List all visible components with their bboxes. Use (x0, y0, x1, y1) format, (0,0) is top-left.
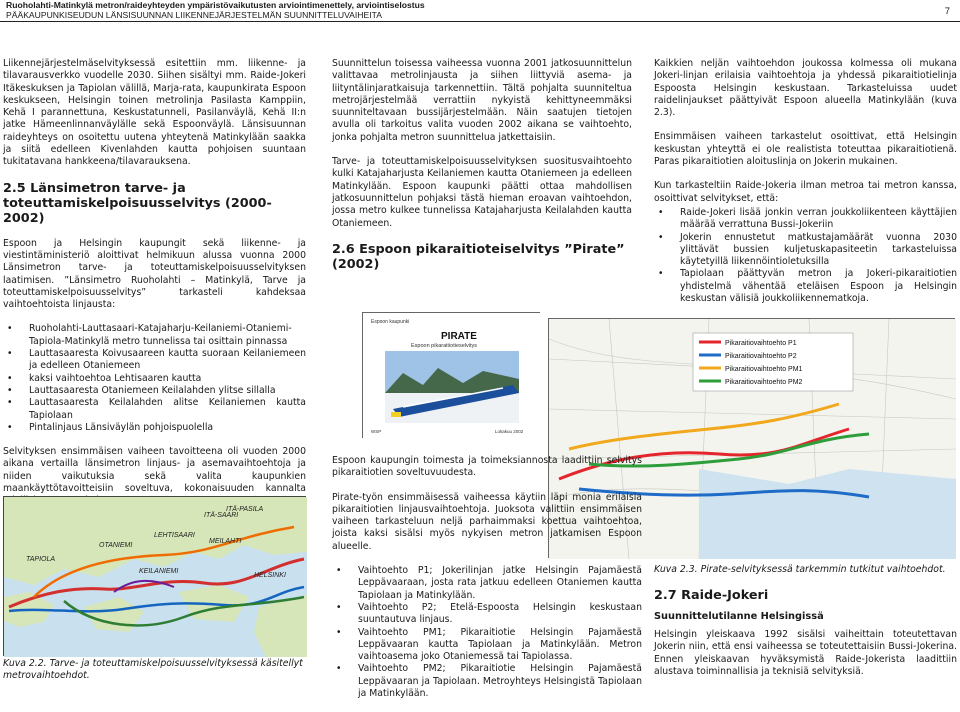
section-heading-2-6: 2.6 Espoon pikaraitioteiselvitys ”Pirate” (2002) (332, 241, 625, 272)
list-item: • Vaihtoehto P1; Jokerilinjan jatke Helsingin Pajamäestä Leppävaaraan, josta rata jatkuu edelleen Otaniemen kautta Tapiolaan ja Matinkylään. (332, 565, 642, 602)
map-label: LEHTISAARI (154, 532, 195, 539)
figure-caption-2-2: Kuva 2.2. Tarve- ja toteuttamiskelpoisuusselvityksessä käsitellyt metrovaihtoehdot. (3, 658, 303, 682)
paragraph: Espoon kaupungin toimesta ja toimeksiannosta laadittiin selvitys pikaraitiotien soveltuvuudesta. (332, 455, 642, 479)
paragraph: Helsingin yleiskaava 1992 sisälsi vaiheittain toteutettavan Jokerin niin, että ensi vaiheessa se toteutettaisiin Bussi-Jokerina. Ennen yleiskaavan hyväksymistä Raide-Jokerista laadittiin alustava toiminnallisia ja teknisiä selvityksiä. (654, 629, 957, 677)
metro-alternatives-map (3, 496, 306, 656)
report-cover-graphic (363, 313, 541, 439)
section-heading-2-5: 2.5 Länsimetron tarve- ja toteuttamiskelpoisuusselvitys (2000-2002) (3, 180, 272, 226)
list-item: • Lauttasaaresta Otaniemeen Keilalahden ylitse sillalla (3, 385, 306, 397)
map-label: HELSINKI (254, 572, 286, 579)
column-right-lower (654, 586, 957, 690)
bullet-list (3, 323, 306, 434)
paragraph: Ensimmäisen vaiheen tarkastelut osoittivat, että Helsingin keskustan yhteyttä ei ole realistista toteuttaa pikaraitiotienä. Paras pikaraitiotien aloituslinja on Jokerin mukainen. (654, 131, 957, 168)
paragraph: Liikennejärjestelmäselvityksessä esitettiin mm. liikenne- ja tilavarausverkko vuodelle 2030. Siihen sisältyi mm. Raide-Jokeri Itäkeskuksen ja Tapiolan välillä, Marja-rata, kaupunkirata Espoon keskukseen, Helsingin toinen metrolinja Pasilasta Kamppiin, Kehä I parannettuna, Keskustatunneli, Pasilanväylä, Kehä II:n jatke Hämeenlinnanväylälle sekä Espoonväylä. Länsisuunnan raideyhteys on osoitettu uutena yhteytenä Matinkylään saakka ja siitä edelleen Kivenlahden kautta pohjoisen suuntaan tukitatavana hankkeena/tilavarauksena. (3, 58, 306, 168)
list-item: • Vaihtoehto PM1; Pikaraitiotie Helsingin Pajamäestä Leppävaaran kautta Tapiolaan ja Matinkylään. Metron vaihtoasema joko Otaniemessä tai Tapiolassa. (332, 627, 642, 664)
column-middle-lower (332, 455, 642, 712)
list-item: • Vaihtoehto P2; Etelä-Espoosta Helsingin keskustaan suuntautuva linjaus. (332, 602, 642, 627)
column-right (654, 58, 957, 317)
map-label: OTANIEMI (99, 542, 133, 549)
list-item: • Pintalinjaus Länsiväylän pohjoispuolella (3, 422, 306, 434)
header-subtitle: PÄÄKAUPUNKISEUDUN LÄNSISUUNNAN LIIKENNEJÄRJESTELMÄN SUUNNITTELUVAIHEITA (6, 10, 382, 20)
figure-caption-2-3: Kuva 2.3. Pirate-selvityksessä tarkemmin tutkitut vaihtoehdot. (654, 564, 946, 575)
paragraph: Espoon ja Helsingin kaupungit sekä liikenne- ja viestintäministeriö aloittivat helmikuun alussa vuonna 2000 Länsimetron tarve- ja toteuttamiskelpoisuusselvityksen laatimisen. ”Länsimetro Ruoholahti – Matinkylä, Tarve ja toteuttamiskelpoisuusselvitys” tarkasteli kahdeksaa vaihtoehtoista linjausta: (3, 237, 306, 311)
list-item: • Raide-Jokeri lisää jonkin verran joukkoliikenteen käyttäjien määrää verrattuna Bussi-Jokeriin (654, 207, 957, 232)
paragraph: Tarve- ja toteuttamiskelpoisuusselvityksen suositusvaihtoehto kulki Katajaharjusta Keilaniemen kautta Otaniemeen ja edelleen Matinkylään. Espoon kaupunki päätti ottaa mahdollisen jatkosuunnittelun pohjaksi tästä hieman eroavan vaihtoehdon, jossa metro kulkee tunnelissa Katajaharjusta Keilalahden kautta Otaniemeen. (332, 156, 632, 229)
cover-footer-right: Lokakuu 2002 (495, 429, 524, 434)
map-label: ITÄ-SAARI (204, 512, 239, 519)
bullet-list (332, 565, 642, 700)
section-heading-2-7: 2.7 Raide-Jokeri (654, 588, 769, 603)
list-item: • Vaihtoehto PM2; Pikaraitiotie Helsingin Pajamäestä Leppävaaran ja Tapiolaan. Metroyhteys Helsingistä Tapiolaan ja Matinkylään. (332, 663, 642, 700)
column-left (3, 58, 306, 520)
legend-item: Pikaraitiovaihtoehto P2 (725, 353, 797, 360)
list-item: • Tapiolaan päättyvän metron ja Jokeri-pikaraitiotien yhdistelmä vähentää eteläisen Espoon ja Helsingin keskustan välisiä joukkoliikennematkoja. (654, 268, 957, 305)
map-graphic (4, 497, 307, 657)
list-item: • Lauttasaaresta Koivusaareen kautta suoraan Keilaniemeen ja edelleen Otaniemeen (3, 348, 306, 373)
legend-item: Pikaraitiovaihtoehto P1 (725, 340, 797, 347)
map-label: TAPIOLA (26, 556, 56, 563)
legend-item: Pikaraitiovaihtoehto PM2 (725, 379, 803, 386)
list-item: • kaksi vaihtoehtoa Lehtisaaren kautta (3, 373, 306, 385)
paragraph: Selvityksen ensimmäisen vaiheen tavoitteena oli vuoden 2000 aikana vertailla länsimetron linjaus- ja asemavaihtoehtoja ja niiden vaikutuksia sekä valita kaupunkien maankäyttötavoitteisiin soveltuva, kokonaisuuden kannalta (3, 446, 306, 495)
paragraph: Suunnittelun toisessa vaiheessa vuonna 2001 jatkosuunnittelun valittavaa metrolinjausta ja siihen liittyviä asema- ja liityntälinjaratkaisuja tarkennettiin. Tältä pohjalta suunniteltua metrojärjestelmää verrattiin nykyistä kehittyneemmäksi suunniteltavaan bussijärjestelmään. Näin saatujen tietojen avulla oli tarkoitus valita vuoden 2002 aikana se vaihtoehto, jonka pohjalta metron suunnittelua jatkettaisiin. (332, 58, 632, 143)
list-item: • Jokerin ennustetut matkustajamäärät vuonna 2030 ylittävät bussien kuljetuskapasiteetin tarkasteluissa käytetyillä liikennöintioletuksilla (654, 232, 957, 269)
legend-item: Pikaraitiovaihtoehto PM1 (725, 366, 803, 373)
cover-subtitle: Espoon pikaraitiotieselvitys (411, 343, 478, 349)
paragraph: Pirate-työn ensimmäisessä vaiheessa käytiin läpi monia erilaisia pikaraitiotien linjausvaihtoehtoja. Juoksota valittiin ensimmäisen vaiheen tarkasteluun neljä parhaimmaksi koettua vaihtoehtoa, joista kaksi sisälsi myös nykyisen metron jatkamisen Espoon alueelle. (332, 491, 642, 552)
map-label: MEILAHTI (209, 538, 242, 545)
subsection-heading: Suunnittelutilanne Helsingissä (654, 611, 824, 622)
cover-title: PIRATE (441, 331, 477, 342)
cover-publisher: Espoon kaupunki (371, 319, 410, 325)
paragraph: Kaikkien neljän vaihtoehdon joukossa kolmessa oli mukana Jokeri-linjan erilaisia vaihtoehtoja ja yhdessä pikaraitiotielinja Espoosta Helsingin keskustaan. Tarkasteluissa uudet raidelinjaukset päättyivät Espoon alueella Matinkylään (kuva 2.3). (654, 58, 957, 119)
map-label: ITÄ-PASILA (226, 506, 264, 513)
cover-footer-left: WSP (371, 429, 382, 434)
column-middle (332, 58, 632, 284)
map-label: KEILANIEMI (139, 568, 179, 575)
paragraph: Kun tarkasteltiin Raide-Jokeria ilman metroa tai metron kanssa, osoittivat selvitykset, että: (654, 180, 957, 204)
bullet-list (654, 207, 957, 305)
list-item: • Lauttasaaresta Keilalahden alitse Keilaniemen kautta Tapiolaan (3, 397, 306, 422)
header-title: Ruoholahti-Matinkylä metron/raideyhteyden ympäristövaikutusten arviointimenettely, arviointiselostus (6, 0, 425, 10)
list-item: • Ruoholahti-Lauttasaari-Katajaharju-Keilaniemi-Otaniemi-Tapiola-Matinkylä metro tunnelissa tai osittain pinnassa (3, 323, 306, 348)
page-number: 7 (944, 6, 950, 17)
page-header (0, 0, 960, 22)
pirate-report-cover (362, 312, 540, 438)
